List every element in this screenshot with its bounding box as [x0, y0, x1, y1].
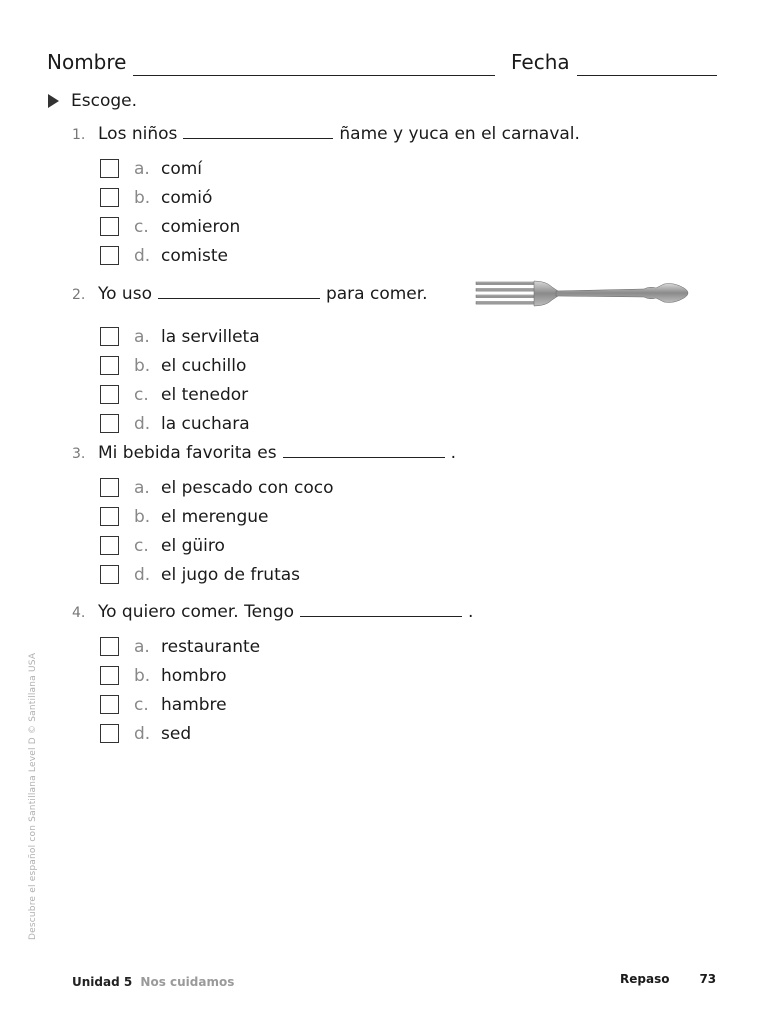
footer-unit: [72, 975, 234, 989]
checkbox[interactable]: [100, 695, 119, 714]
instruction: [48, 91, 137, 111]
unit-name: Nos cuidamos: [140, 975, 235, 989]
question-3: [72, 443, 456, 589]
question-text-after: .: [468, 602, 474, 622]
question-number: 3.: [72, 446, 86, 462]
checkbox[interactable]: [100, 536, 119, 555]
checkbox[interactable]: [100, 356, 119, 375]
instruction-text: Escoge.: [71, 91, 137, 111]
checkbox[interactable]: [100, 507, 119, 526]
triangle-bullet-icon: [48, 94, 59, 108]
option-b[interactable]: b. comió: [100, 183, 580, 212]
checkbox[interactable]: [100, 327, 119, 346]
section-label: Repaso: [620, 972, 670, 986]
footer-page: [620, 972, 716, 986]
checkbox[interactable]: [100, 414, 119, 433]
option-c[interactable]: c. el tenedor: [100, 380, 428, 409]
checkbox[interactable]: [100, 246, 119, 265]
answer-blank[interactable]: [300, 602, 462, 617]
option-d[interactable]: d. la cuchara: [100, 409, 428, 438]
question-1: [72, 124, 580, 270]
answer-blank[interactable]: [158, 284, 320, 299]
question-text-before: Los niños: [98, 124, 178, 144]
fecha-field[interactable]: [577, 75, 717, 76]
checkbox[interactable]: [100, 478, 119, 497]
option-a[interactable]: a. comí: [100, 154, 580, 183]
question-text-after: para comer.: [325, 284, 428, 304]
checkbox[interactable]: [100, 637, 119, 656]
option-b[interactable]: b. el cuchillo: [100, 351, 428, 380]
unit-label: Unidad 5: [72, 975, 133, 989]
copyright-credit: Descubre el español con Santillana Level D © Santillana USA: [28, 652, 38, 940]
option-d[interactable]: d. comiste: [100, 241, 580, 270]
checkbox[interactable]: [100, 666, 119, 685]
fork-icon: [474, 276, 694, 312]
checkbox[interactable]: [100, 159, 119, 178]
question-4: [72, 602, 473, 748]
checkbox[interactable]: [100, 565, 119, 584]
option-b[interactable]: b. el merengue: [100, 502, 456, 531]
option-c[interactable]: c. hambre: [100, 690, 473, 719]
option-b[interactable]: b. hombro: [100, 661, 473, 690]
question-2: [72, 284, 428, 438]
question-text-before: Yo quiero comer. Tengo: [98, 602, 295, 622]
option-d[interactable]: d. sed: [100, 719, 473, 748]
option-c[interactable]: c. comieron: [100, 212, 580, 241]
option-a[interactable]: a. el pescado con coco: [100, 473, 456, 502]
question-text-before: Yo uso: [98, 284, 152, 304]
name-date-header: [47, 50, 727, 84]
question-text-after: ñame y yuca en el carnaval.: [339, 124, 580, 144]
question-number: 4.: [72, 605, 86, 621]
fecha-label: Fecha: [511, 50, 570, 74]
answer-blank[interactable]: [183, 124, 333, 139]
checkbox[interactable]: [100, 217, 119, 236]
option-d[interactable]: d. el jugo de frutas: [100, 560, 456, 589]
question-number: 2.: [72, 287, 86, 303]
option-a[interactable]: a. restaurante: [100, 632, 473, 661]
question-number: 1.: [72, 127, 86, 143]
option-a[interactable]: a. la servilleta: [100, 322, 428, 351]
checkbox[interactable]: [100, 724, 119, 743]
checkbox[interactable]: [100, 188, 119, 207]
question-text-before: Mi bebida favorita es: [98, 443, 277, 463]
checkbox[interactable]: [100, 385, 119, 404]
nombre-field[interactable]: [133, 75, 495, 76]
question-text-after: .: [450, 443, 456, 463]
answer-blank[interactable]: [283, 443, 445, 458]
page-number: 73: [699, 972, 717, 986]
nombre-label: Nombre: [47, 50, 127, 74]
option-c[interactable]: c. el güiro: [100, 531, 456, 560]
